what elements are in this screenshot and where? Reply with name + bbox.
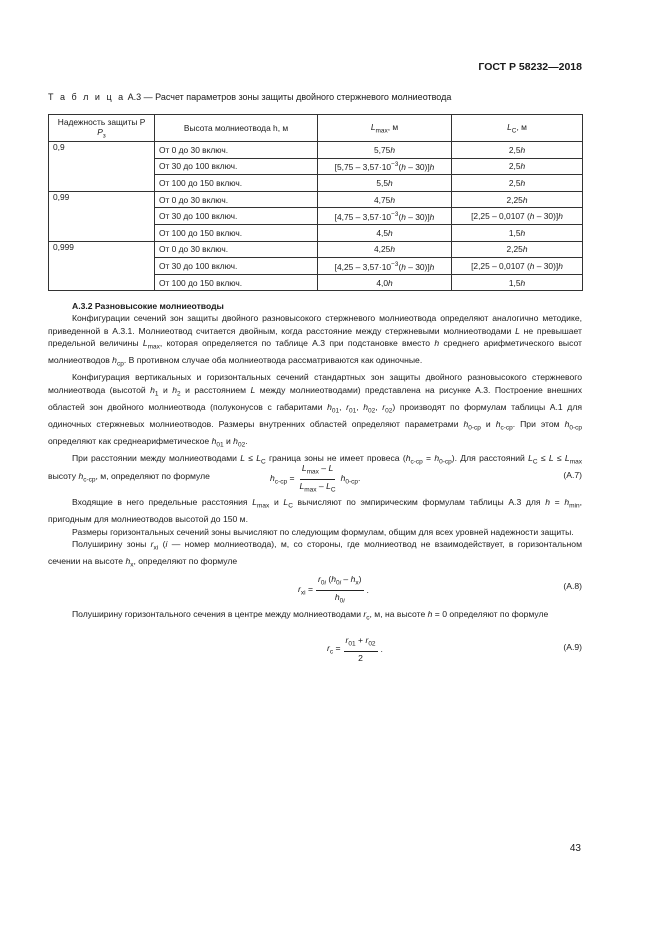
cell-height: От 30 до 100 включ. <box>155 208 318 225</box>
cell-height: От 30 до 100 включ. <box>155 258 318 275</box>
cell-reliability: 0,9 <box>49 142 155 192</box>
cell-height: От 30 до 100 включ. <box>155 158 318 175</box>
formula-a9: $r_c$ = $\frac{r_{01} + r_{02}}{2}$ . (А.9) <box>327 635 582 663</box>
paragraph: Входящие в него предельные расстояния $L_{max}$ и $L_C$ вычисляют по эмпирическим формулам таблицы А.3 для $h = h_{min}$, пригодным для молниеотводов высотой до 150 м. <box>48 497 583 525</box>
cell-lmax: 4,25h <box>318 241 452 258</box>
header-lmax: $L_{max}$, м <box>318 115 452 142</box>
paragraph: Конфигурация вертикальных и горизонтальных сечений стандартных зон защиты двойного разновысокого стержневого молниеотвода (высотой $h_1$ и $h_2$ и расстоянием L между молниеотводами) представлена на рисунке А.3. Построение внешних областей зон двойного молниеотвода (полуконусов с габаритами $h_{01}$, $r_{01}$, $h_{02}$, $r_{02}$) производят по формулам таблицы А.1 для одиночных стержневых молниеотводов. Размеры внутренних областей определяют параметрами $h_{0-ср}$ и $h_{с-ср}$. При этом $h_{0-ср}$ определяют как среднеарифметическое $h_{01}$ и $h_{02}$. <box>48 372 583 449</box>
cell-lc: 2,25h <box>452 191 583 208</box>
cell-reliability: 0,999 <box>49 241 155 291</box>
formula-a8: $r_{xi}$ = $\frac{r_{0i} (h_{0i} - h_x)}{h_{0i}}$ . (А.8) <box>298 574 582 605</box>
paragraph: Полуширину горизонтального сечения в центре между молниеотводами $r_c$, м, на высоте h = 0 определяют по формуле <box>72 609 549 622</box>
table-row <box>49 191 583 208</box>
formula-a7: $h_{с-ср}$ = $\frac{L_{max} - L}{L_{max} - L_C}$ $h_{0-ср}$. (А.7) <box>270 463 582 494</box>
table-row <box>49 142 583 159</box>
table-row <box>49 241 583 258</box>
cell-lc: 2,5h <box>452 158 583 175</box>
paragraph: Полуширину зоны $r_{xi}$ (i — номер молниеотвода), м, со стороны, где молниеотвод не взаимодействует, в горизонтальном сечении на высоте $h_x$, определяют по формуле <box>48 538 582 569</box>
body-text-block-3 <box>48 608 582 625</box>
cell-lmax: 5,5h <box>318 175 452 192</box>
header-reliability: Надежность защиты P $P_з$ <box>49 115 155 142</box>
cell-lmax: $[5,75 - 3,57\cdot 10^{-3}(h - 30)]h$ <box>318 158 452 175</box>
cell-lmax: $[4,25 - 3,57\cdot 10^{-3}(h - 30)]h$ <box>318 258 452 275</box>
table-caption-prefix: Т а б л и ц а <box>48 92 126 102</box>
cell-lc: 1,5h <box>452 224 583 241</box>
cell-height: От 0 до 30 включ. <box>155 191 318 208</box>
cell-height: От 100 до 150 включ. <box>155 224 318 241</box>
parameters-table <box>48 114 583 291</box>
paragraph: Конфигурации сечений зон защиты двойного разновысокого стержневого молниеотвода определяют аналогично методике, приведенной в А.3.1. Молниеотвод считается двойным, когда расстояние между стержневыми молниеотводами L не превышает предельной величины $L_{max}$, которая определяется по таблице А.3 при подстановке вместо h среднего арифметического высот молниеотводов $h_{ср}$. В противном случае оба молниеотвода рассматриваются как одиночные. <box>48 313 582 369</box>
cell-lc: 2,25h <box>452 241 583 258</box>
document-code: ГОСТ Р 58232—2018 <box>478 61 582 73</box>
header-lc: $L_C$, м <box>452 115 583 142</box>
table-header-row <box>49 115 583 142</box>
page-number: 43 <box>569 843 581 854</box>
paragraph: При расстоянии между молниеотводами $L \le L_C$ граница зоны не имеет провеса $(h_{с-ср} = h_{0-ср})$. Для расстояний $L_C \le L \le L_{max}$ высоту $h_{с-ср}$, м, определяют по формуле <box>48 453 582 484</box>
cell-reliability: 0,99 <box>49 191 155 241</box>
cell-lmax: $[4,75 - 3,57\cdot 10^{-3}(h - 30)]h$ <box>318 208 452 225</box>
cell-height: От 100 до 150 включ. <box>155 274 318 291</box>
cell-lmax: 5,75h <box>318 142 452 159</box>
body-text-block-2 <box>48 496 582 572</box>
paragraph: Размеры горизонтальных сечений зоны вычисляют по следующим формулам, общим для всех уровней надежности защиты. <box>72 526 574 537</box>
cell-lc: 2,5h <box>452 175 583 192</box>
formula-number-a7: (А.7) <box>563 470 582 480</box>
cell-height: От 0 до 30 включ. <box>155 142 318 159</box>
cell-height: От 100 до 150 включ. <box>155 175 318 192</box>
cell-lmax: 4,0h <box>318 274 452 291</box>
header-height: Высота молниеотвода h, м <box>155 115 318 142</box>
cell-lmax: 4,75h <box>318 191 452 208</box>
cell-lc: 1,5h <box>452 274 583 291</box>
cell-lc: [2,25 – 0,0107 (h – 30)]h <box>452 208 583 225</box>
body-text-block-1 <box>48 300 582 487</box>
section-title: А.3.2 Разновысокие молниеотводы <box>72 301 224 311</box>
formula-number-a9: (А.9) <box>563 642 582 652</box>
cell-lmax: 4,5h <box>318 224 452 241</box>
formula-number-a8: (А.8) <box>563 581 582 591</box>
cell-lc: 2,5h <box>452 142 583 159</box>
table-caption <box>48 92 451 102</box>
table-caption-title: — Расчет параметров зоны защиты двойного стержневого молниеотвода <box>143 92 452 102</box>
cell-lc: [2,25 – 0,0107 (h – 30)]h <box>452 258 583 275</box>
cell-height: От 0 до 30 включ. <box>155 241 318 258</box>
table-caption-number: А.3 <box>127 92 142 102</box>
